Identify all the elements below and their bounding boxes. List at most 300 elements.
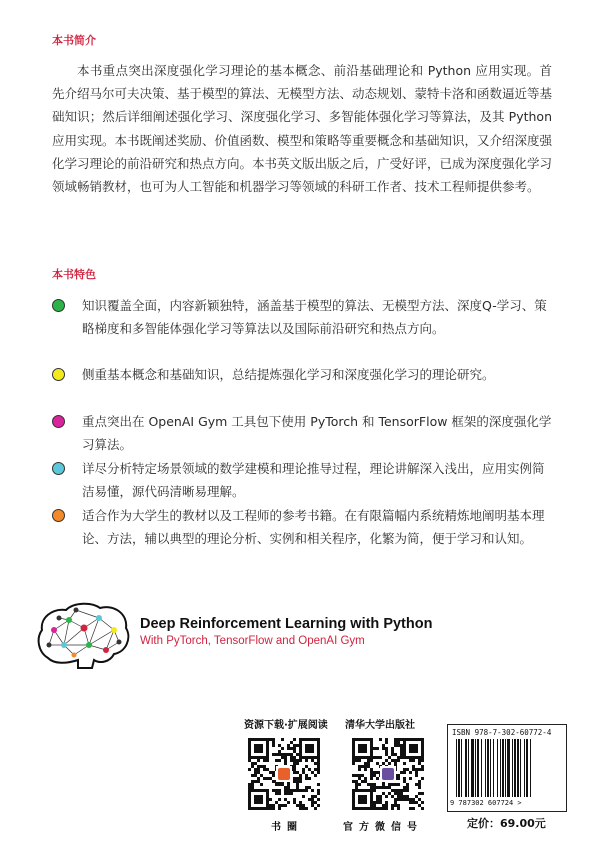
- qr-module: [296, 753, 299, 756]
- qr-module: [260, 774, 263, 777]
- qr-module: [400, 792, 403, 795]
- qr-module: [317, 750, 320, 753]
- qr-module: [391, 747, 394, 750]
- qr-module: [257, 777, 260, 780]
- qr-module: [251, 780, 254, 783]
- qr-module: [397, 804, 400, 807]
- qr-module: [266, 792, 269, 795]
- qr-module: [391, 804, 394, 807]
- qr-module: [361, 801, 364, 804]
- barcode-bar: [456, 739, 457, 797]
- qr-module: [287, 783, 290, 786]
- qr-module: [421, 768, 424, 771]
- qr-module: [302, 804, 305, 807]
- qr-module: [269, 807, 272, 810]
- qr-module: [266, 759, 269, 762]
- qr-module: [355, 789, 358, 792]
- qr-module: [305, 738, 308, 741]
- qr-module: [358, 756, 361, 759]
- qr-module: [403, 762, 406, 765]
- qr-module: [257, 744, 260, 747]
- qr-module: [352, 798, 355, 801]
- qr-module: [361, 807, 364, 810]
- qr-module: [364, 780, 367, 783]
- qr-module: [314, 807, 317, 810]
- barcode-bar: [500, 739, 501, 797]
- qr-module: [409, 807, 412, 810]
- qr-module: [397, 783, 400, 786]
- qr-module: [305, 750, 308, 753]
- qr-module: [275, 789, 278, 792]
- feature-text: 重点突出在 OpenAI Gym 工具包下使用 PyTorch 和 TensorFlow 框架的深度强化学习算法。: [82, 414, 552, 453]
- qr-code-publisher-icon[interactable]: [352, 738, 424, 810]
- qr-module: [355, 807, 358, 810]
- qr-module: [281, 804, 284, 807]
- barcode-bar: [458, 739, 460, 797]
- qr-module: [278, 792, 281, 795]
- qr-module: [293, 798, 296, 801]
- qr-module: [248, 807, 251, 810]
- qr-module: [275, 753, 278, 756]
- qr-module: [382, 792, 385, 795]
- price-label: 定价：69.00元: [467, 817, 546, 830]
- qr-module: [314, 768, 317, 771]
- qr-module: [418, 738, 421, 741]
- bullet-dot-icon: [52, 368, 65, 381]
- cover-subtitle: With PyTorch, TensorFlow and OpenAI Gym: [140, 635, 365, 647]
- qr-module: [257, 795, 260, 798]
- qr-module: [370, 774, 373, 777]
- qr-module: [370, 777, 373, 780]
- qr-module: [305, 765, 308, 768]
- qr-module: [269, 738, 272, 741]
- cover-title: Deep Reinforcement Learning with Python: [140, 616, 433, 632]
- qr-module: [418, 780, 421, 783]
- qr-label-publisher: 清华大学出版社: [345, 720, 415, 731]
- qr-module: [317, 744, 320, 747]
- qr-module: [400, 789, 403, 792]
- qr-module: [358, 777, 361, 780]
- qr-module: [317, 753, 320, 756]
- feature-text: 知识覆盖全面，内容新颖独特，涵盖基于模型的算法、无模型方法、深度Q-学习、策略梯度和多智能体强化学习等算法以及国际前沿研究和热点方向。: [82, 298, 547, 337]
- qr-module: [418, 804, 421, 807]
- qr-module: [293, 762, 296, 765]
- qr-module: [269, 804, 272, 807]
- qr-module: [421, 759, 424, 762]
- qr-module: [421, 801, 424, 804]
- feature-item: [52, 294, 552, 340]
- qr-module: [388, 762, 391, 765]
- qr-module: [248, 741, 251, 744]
- qr-module: [373, 804, 376, 807]
- qr-module: [394, 798, 397, 801]
- qr-module: [266, 801, 269, 804]
- qr-module: [358, 747, 361, 750]
- qr-module: [290, 759, 293, 762]
- qr-module: [308, 798, 311, 801]
- qr-module: [308, 777, 311, 780]
- qr-module: [305, 786, 308, 789]
- qr-module: [272, 753, 275, 756]
- qr-module: [373, 747, 376, 750]
- qr-module: [415, 750, 418, 753]
- qr-module: [364, 768, 367, 771]
- qr-module: [248, 798, 251, 801]
- barcode-bar: [468, 739, 469, 797]
- qr-module: [358, 798, 361, 801]
- barcode-bar: [465, 739, 467, 797]
- qr-module: [254, 801, 257, 804]
- qr-module: [394, 783, 397, 786]
- qr-module: [302, 807, 305, 810]
- qr-module: [260, 738, 263, 741]
- qr-module: [266, 738, 269, 741]
- qr-module: [260, 783, 263, 786]
- qr-module: [403, 780, 406, 783]
- qr-module: [284, 759, 287, 762]
- qr-module: [317, 798, 320, 801]
- qr-module: [278, 750, 281, 753]
- qr-module: [400, 750, 403, 753]
- qr-module: [415, 768, 418, 771]
- qr-module: [403, 756, 406, 759]
- feature-text: 适合作为大学生的教材以及工程师的参考书籍。在有限篇幅内系统精炼地阐明基本理论、方法，辅以典型的理论分析、实例和相关程序，化繁为简，便于学习和认知。: [82, 508, 545, 547]
- qr-module: [370, 768, 373, 771]
- qr-module: [266, 741, 269, 744]
- qr-module: [400, 738, 403, 741]
- qr-module: [364, 762, 367, 765]
- qr-module: [418, 762, 421, 765]
- qr-module: [406, 798, 409, 801]
- qr-module: [385, 786, 388, 789]
- qr-module: [400, 795, 403, 798]
- qr-module: [299, 750, 302, 753]
- qr-module: [257, 765, 260, 768]
- qr-module: [409, 747, 412, 750]
- qr-module: [275, 801, 278, 804]
- qr-module: [302, 738, 305, 741]
- qr-module: [275, 783, 278, 786]
- qr-module: [266, 756, 269, 759]
- qr-caption-resources: 书圈: [271, 822, 303, 833]
- qr-module: [296, 777, 299, 780]
- barcode-bar: [505, 739, 506, 797]
- qr-module: [314, 756, 317, 759]
- qr-module: [394, 738, 397, 741]
- qr-module: [254, 738, 257, 741]
- qr-module: [308, 747, 311, 750]
- qr-module: [358, 738, 361, 741]
- qr-module: [385, 795, 388, 798]
- qr-module: [394, 804, 397, 807]
- qr-module: [385, 741, 388, 744]
- qr-module: [358, 789, 361, 792]
- qr-module: [361, 780, 364, 783]
- feature-item: [52, 504, 552, 550]
- qr-module: [308, 786, 311, 789]
- qr-module: [248, 804, 251, 807]
- barcode-bar: [526, 739, 528, 797]
- qr-module: [308, 744, 311, 747]
- qr-module: [266, 804, 269, 807]
- qr-module: [361, 747, 364, 750]
- qr-module: [406, 783, 409, 786]
- barcode-bar: [487, 739, 489, 797]
- qr-module: [421, 750, 424, 753]
- qr-module: [284, 756, 287, 759]
- qr-module: [418, 759, 421, 762]
- qr-module: [278, 807, 281, 810]
- qr-module: [266, 789, 269, 792]
- qr-module: [421, 756, 424, 759]
- qr-module: [278, 798, 281, 801]
- qr-module: [394, 753, 397, 756]
- qr-module: [397, 807, 400, 810]
- qr-module: [299, 789, 302, 792]
- barcode-bar: [512, 739, 513, 797]
- qr-module: [290, 747, 293, 750]
- qr-module: [406, 786, 409, 789]
- qr-module: [266, 768, 269, 771]
- qr-module: [364, 795, 367, 798]
- qr-module: [263, 759, 266, 762]
- qr-module: [352, 795, 355, 798]
- qr-module: [257, 789, 260, 792]
- qr-module: [254, 780, 257, 783]
- barcode-bar: [502, 739, 504, 797]
- qr-module: [317, 747, 320, 750]
- qr-module: [409, 771, 412, 774]
- qr-module: [406, 795, 409, 798]
- qr-module: [317, 768, 320, 771]
- qr-module: [406, 768, 409, 771]
- qr-module: [254, 807, 257, 810]
- qr-module: [364, 738, 367, 741]
- qr-module: [263, 765, 266, 768]
- qr-module: [394, 801, 397, 804]
- qr-module: [299, 759, 302, 762]
- qr-module: [418, 756, 421, 759]
- qr-module: [355, 738, 358, 741]
- qr-module: [376, 756, 379, 759]
- qr-module: [391, 759, 394, 762]
- barcode-bar: [493, 739, 494, 797]
- qr-module: [361, 795, 364, 798]
- qr-module: [355, 783, 358, 786]
- qr-module: [317, 741, 320, 744]
- qr-module: [296, 783, 299, 786]
- qr-module: [248, 801, 251, 804]
- qr-module: [379, 756, 382, 759]
- qr-module: [254, 768, 257, 771]
- qr-module: [400, 771, 403, 774]
- qr-module: [352, 807, 355, 810]
- qr-module: [314, 738, 317, 741]
- qr-code-resources-icon[interactable]: [248, 738, 320, 810]
- qr-module: [370, 789, 373, 792]
- qr-module: [269, 777, 272, 780]
- qr-module: [370, 786, 373, 789]
- qr-module: [376, 795, 379, 798]
- qr-module: [251, 738, 254, 741]
- qr-module: [367, 807, 370, 810]
- qr-module: [403, 747, 406, 750]
- qr-module: [367, 762, 370, 765]
- qr-module: [376, 786, 379, 789]
- qr-module: [388, 792, 391, 795]
- qr-module: [403, 738, 406, 741]
- qr-module: [403, 795, 406, 798]
- qr-module: [376, 762, 379, 765]
- barcode-bar: [481, 739, 482, 797]
- qr-module: [302, 795, 305, 798]
- qr-module: [257, 798, 260, 801]
- qr-module: [403, 789, 406, 792]
- qr-module: [263, 807, 266, 810]
- qr-module: [263, 738, 266, 741]
- isbn-text: ISBN 978-7-302-60772-4: [452, 728, 552, 737]
- qr-module: [305, 756, 308, 759]
- qr-module: [248, 792, 251, 795]
- qr-module: [281, 756, 284, 759]
- qr-module: [275, 759, 278, 762]
- qr-module: [287, 786, 290, 789]
- qr-module: [296, 780, 299, 783]
- qr-module: [281, 753, 284, 756]
- qr-module: [376, 798, 379, 801]
- qr-module: [376, 807, 379, 810]
- qr-module: [281, 783, 284, 786]
- qr-module: [266, 798, 269, 801]
- qr-module: [385, 750, 388, 753]
- qr-module: [412, 744, 415, 747]
- qr-module: [352, 759, 355, 762]
- qr-module: [418, 786, 421, 789]
- qr-module: [397, 777, 400, 780]
- qr-module: [248, 759, 251, 762]
- qr-module: [317, 789, 320, 792]
- qr-module: [251, 789, 254, 792]
- qr-module: [248, 783, 251, 786]
- qr-module: [293, 747, 296, 750]
- qr-module: [269, 798, 272, 801]
- qr-module: [254, 750, 257, 753]
- qr-module: [308, 768, 311, 771]
- qr-module: [373, 789, 376, 792]
- qr-module: [382, 783, 385, 786]
- qr-module: [409, 777, 412, 780]
- qr-module: [266, 795, 269, 798]
- qr-module: [391, 753, 394, 756]
- qr-module: [248, 744, 251, 747]
- qr-module: [421, 741, 424, 744]
- qr-module: [358, 765, 361, 768]
- qr-module: [364, 807, 367, 810]
- qr-module: [272, 738, 275, 741]
- qr-module: [358, 807, 361, 810]
- qr-module: [379, 786, 382, 789]
- barcode-bar: [475, 739, 476, 797]
- qr-module: [415, 783, 418, 786]
- qr-module: [415, 744, 418, 747]
- qr-module: [299, 753, 302, 756]
- qr-module: [352, 801, 355, 804]
- qr-module: [367, 789, 370, 792]
- qr-module: [296, 789, 299, 792]
- qr-module: [415, 756, 418, 759]
- qr-module: [355, 774, 358, 777]
- qr-module: [379, 738, 382, 741]
- qr-module: [400, 798, 403, 801]
- qr-module: [403, 777, 406, 780]
- qr-module: [355, 786, 358, 789]
- qr-module: [272, 804, 275, 807]
- qr-module: [370, 759, 373, 762]
- qr-module: [299, 774, 302, 777]
- qr-module: [358, 768, 361, 771]
- qr-module: [266, 750, 269, 753]
- feature-item: [52, 410, 552, 456]
- qr-module: [299, 741, 302, 744]
- qr-module: [302, 768, 305, 771]
- qr-module: [257, 780, 260, 783]
- qr-module: [382, 804, 385, 807]
- qr-module: [352, 762, 355, 765]
- qr-module: [260, 798, 263, 801]
- qr-module: [418, 783, 421, 786]
- qr-module: [257, 801, 260, 804]
- qr-module: [287, 747, 290, 750]
- qr-module: [352, 738, 355, 741]
- qr-module: [412, 765, 415, 768]
- qr-module: [251, 774, 254, 777]
- qr-module: [317, 783, 320, 786]
- qr-module: [400, 753, 403, 756]
- qr-module: [379, 795, 382, 798]
- qr-module: [400, 756, 403, 759]
- qr-module: [272, 789, 275, 792]
- qr-module: [302, 771, 305, 774]
- qr-module: [361, 738, 364, 741]
- qr-module: [311, 804, 314, 807]
- qr-module: [314, 762, 317, 765]
- qr-module: [311, 795, 314, 798]
- qr-module: [296, 762, 299, 765]
- qr-module: [397, 741, 400, 744]
- qr-module: [370, 756, 373, 759]
- qr-module: [361, 765, 364, 768]
- qr-module: [367, 765, 370, 768]
- qr-module: [394, 744, 397, 747]
- qr-module: [260, 795, 263, 798]
- qr-module: [358, 795, 361, 798]
- qr-module: [272, 744, 275, 747]
- qr-module: [248, 795, 251, 798]
- qr-module: [403, 768, 406, 771]
- qr-module: [400, 744, 403, 747]
- qr-module: [364, 801, 367, 804]
- qr-module: [248, 750, 251, 753]
- qr-module: [284, 804, 287, 807]
- qr-module: [314, 774, 317, 777]
- qr-module: [364, 750, 367, 753]
- qr-module: [385, 759, 388, 762]
- qr-module: [403, 753, 406, 756]
- qr-module: [260, 747, 263, 750]
- qr-module: [412, 756, 415, 759]
- qr-module: [388, 786, 391, 789]
- qr-module: [370, 771, 373, 774]
